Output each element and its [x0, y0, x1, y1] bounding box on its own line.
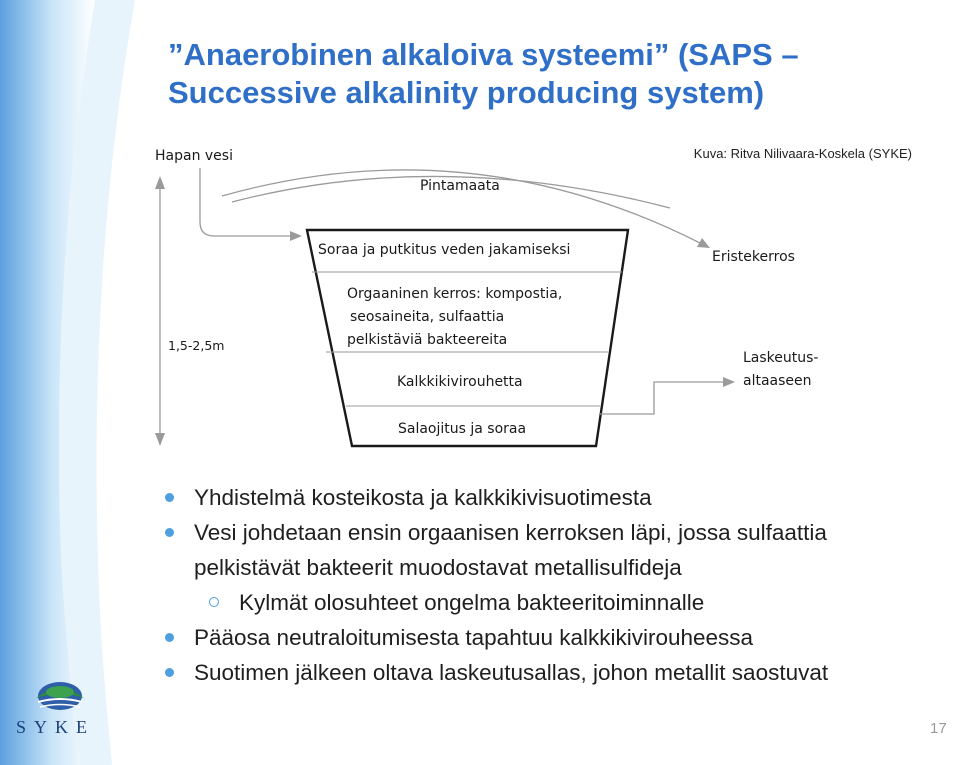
bullet-dot-icon — [165, 528, 174, 537]
logo-wordmark: SYKE — [16, 717, 96, 737]
depth-arrow-top-head — [155, 176, 165, 189]
title-line-2: Successive alkalinity producing system) — [168, 75, 765, 110]
bullet-text: Suotimen jälkeen oltava laskeutusallas, johon metallit saostuvat — [194, 660, 829, 685]
topsoil-label: Pintamaata — [420, 178, 500, 194]
title-line-1: ”Anaerobinen alkaloiva systeemi” (SAPS – — [168, 37, 799, 72]
bullet-text: Kylmät olosuhteet ongelma bakteeritoiminnalle — [239, 590, 705, 615]
sub-bullet-item — [165, 585, 925, 620]
bullet-ring-icon — [209, 597, 219, 607]
bullet-list — [165, 480, 925, 690]
bullet-dot-icon — [165, 493, 174, 502]
layer-2-label-line-1: Orgaaninen kerros: kompostia, — [347, 286, 563, 302]
page-number: 17 — [930, 720, 947, 737]
outflow-label-line-2: altaaseen — [743, 373, 812, 389]
image-credit: Kuva: Ritva Nilivaara-Koskela (SYKE) — [693, 146, 912, 161]
inflow-line — [200, 168, 296, 236]
bullet-item — [165, 620, 925, 655]
bullet-text: Pääosa neutraloitumisesta tapahtuu kalkkikivirouheessa — [194, 625, 754, 650]
layer-4-label: Salaojitus ja soraa — [398, 421, 527, 437]
bullet-dot-icon — [165, 668, 174, 677]
layer-1-label: Soraa ja putkitus veden jakamiseksi — [318, 242, 571, 258]
bullet-text: Vesi johdetaan ensin orgaanisen kerroksen läpi, jossa sulfaattia pelkistävät bakteerit muodostavat metallisulfideja — [194, 520, 827, 580]
depth-arrow-bottom-head — [155, 433, 165, 446]
bullet-item — [165, 480, 925, 515]
inflow-label: Hapan vesi — [155, 148, 233, 164]
depth-label: 1,5-2,5m — [168, 338, 225, 353]
bullet-item — [165, 655, 925, 690]
inflow-arrowhead — [290, 231, 302, 241]
outflow-arrowhead — [723, 377, 735, 387]
bullet-text: Yhdistelmä kosteikosta ja kalkkikivisuotimesta — [194, 485, 652, 510]
layer-3-label: Kalkkikivirouhetta — [397, 374, 523, 390]
outflow-label-line-1: Laskeutus- — [743, 350, 819, 366]
layer-2-label-line-3: pelkistäviä bakteereita — [347, 332, 508, 348]
insulation-label: Eristekerros — [712, 249, 795, 265]
bullet-item — [165, 515, 925, 585]
bullet-dot-icon — [165, 633, 174, 642]
outflow-line — [600, 382, 726, 414]
layer-2-label-line-2: seosaineita, sulfaattia — [350, 309, 505, 325]
